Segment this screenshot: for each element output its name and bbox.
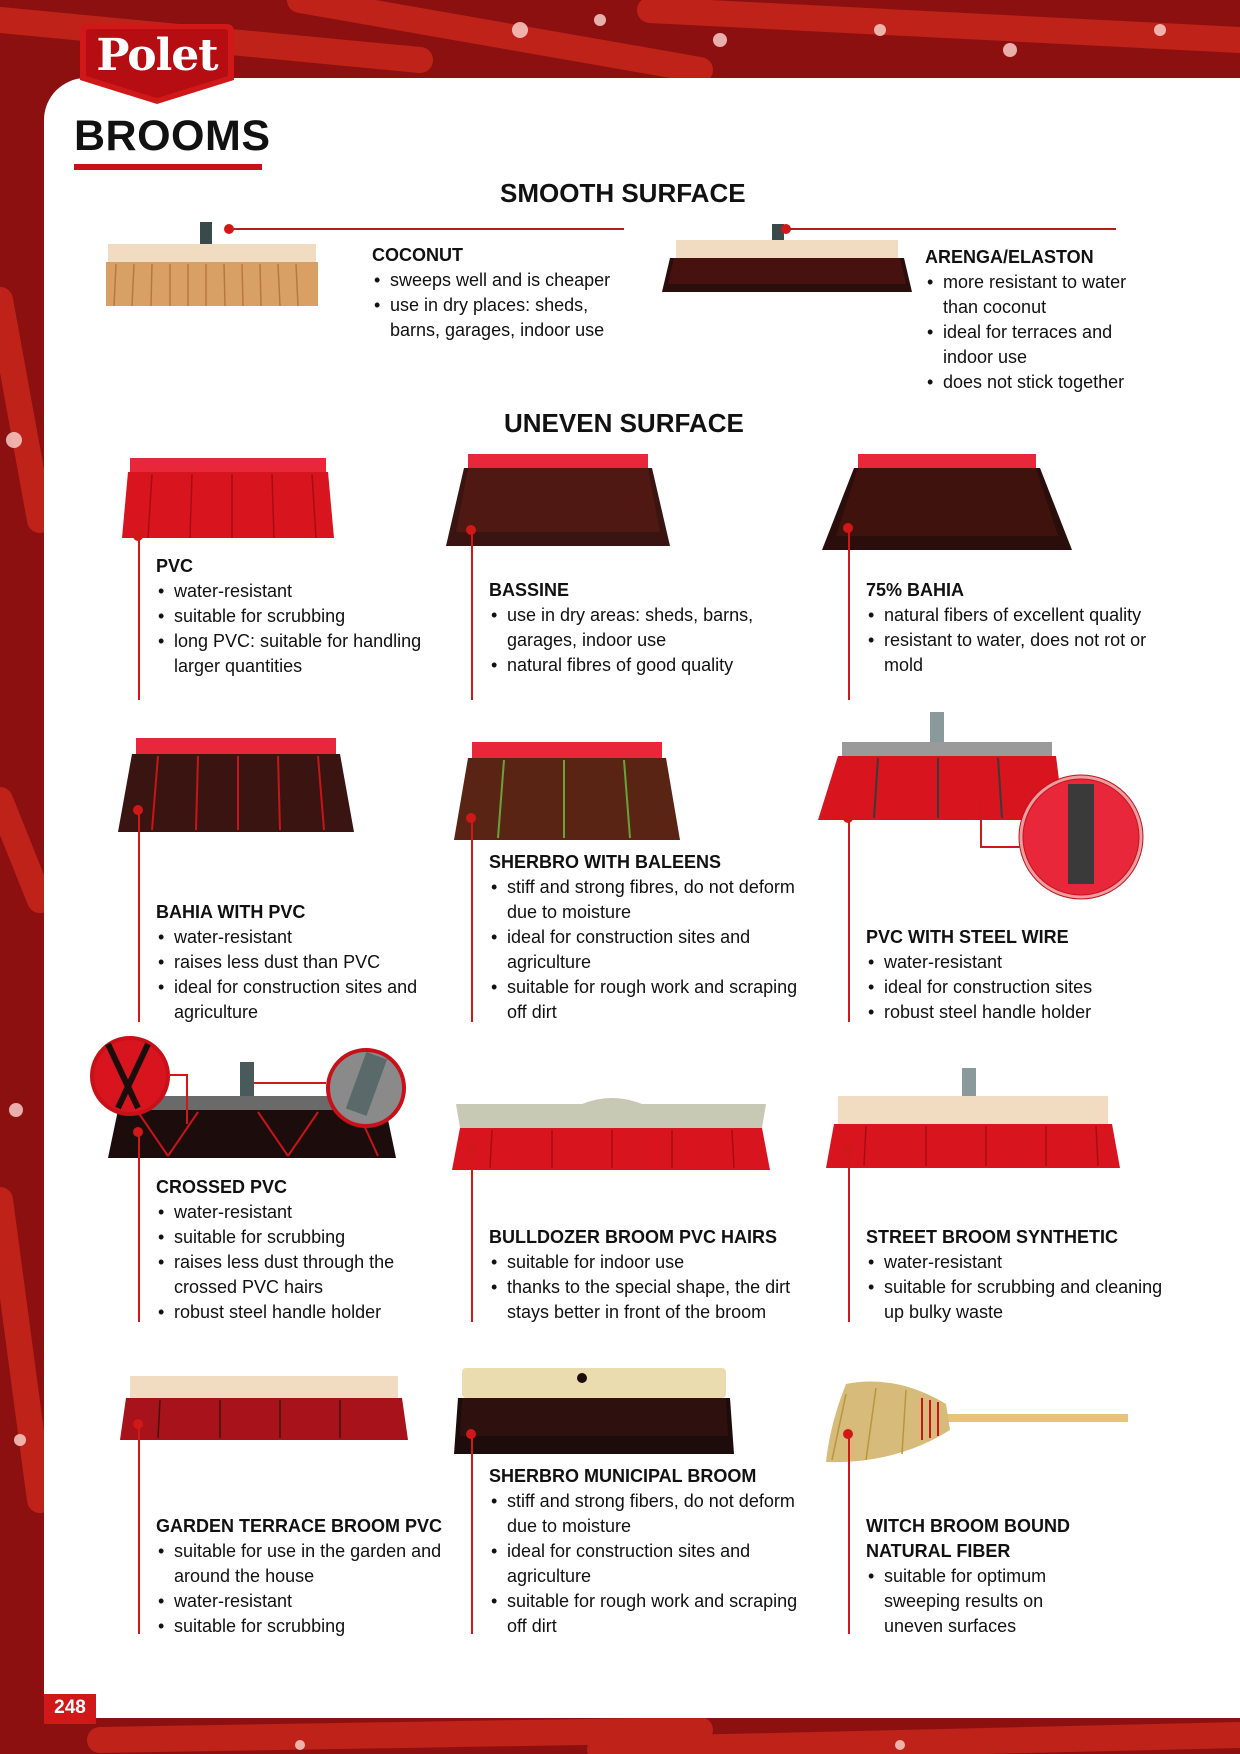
connector-dot: [466, 1143, 476, 1153]
bullet: • resistant to water, does not rot or mold: [866, 628, 1166, 678]
product-arenga-elaston: [925, 245, 1165, 395]
bullet: • long PVC: suitable for handling larger quantities: [156, 629, 446, 679]
product-bassine: [489, 578, 809, 678]
connector-line: [471, 1148, 473, 1322]
bullet: • sweeps well and is cheaper: [372, 268, 632, 293]
connector-dot: [466, 1429, 476, 1439]
bullet: • suitable for rough work and scraping off dirt: [489, 975, 809, 1025]
bullet: • natural fibres of good quality: [489, 653, 809, 678]
bullet: • robust steel handle holder: [156, 1300, 446, 1325]
connector-line: [848, 1150, 850, 1322]
pvc-broom-image: [122, 456, 334, 540]
product-pvc-with-steel-wire: [866, 925, 1166, 1025]
connector-line: [471, 530, 473, 700]
bullet: • stiff and strong fibers, do not deform due to moisture: [489, 1489, 809, 1539]
crossed-hairs-detail-image: [88, 1034, 172, 1118]
coconut-broom-image: [104, 222, 320, 308]
product-coconut: [372, 243, 632, 343]
bullet: • stiff and strong fibres, do not deform due to moisture: [489, 875, 809, 925]
product-witch-broom: [866, 1514, 1166, 1639]
bullet: • water-resistant: [156, 579, 446, 604]
bullet: • use in dry places: sheds, barns, garages, indoor use: [372, 293, 632, 343]
bullet: • ideal for construction sites: [866, 975, 1166, 1000]
bullet: • water-resistant: [866, 950, 1166, 975]
bullet: • ideal for terraces and indoor use: [925, 320, 1165, 370]
brand-name: Polet: [96, 30, 218, 81]
product-name: COCONUT: [372, 245, 463, 265]
product-sherbro-municipal-broom: [489, 1464, 809, 1639]
product-name: BULLDOZER BROOM PVC HAIRS: [489, 1227, 777, 1247]
connector-line: [471, 818, 473, 1022]
bullet: • water-resistant: [866, 1250, 1166, 1275]
product-crossed-pvc: [156, 1175, 446, 1325]
connector-dot: [781, 224, 791, 234]
bullet: • robust steel handle holder: [866, 1000, 1166, 1025]
bullet: • suitable for indoor use: [489, 1250, 809, 1275]
connector-dot: [843, 523, 853, 533]
bullet: • water-resistant: [156, 1200, 446, 1225]
bahia-broom-image: [822, 452, 1072, 552]
connector-dot: [133, 1127, 143, 1137]
bullet: • suitable for scrubbing: [156, 604, 446, 629]
connector-dot: [843, 813, 853, 823]
product-name: BASSINE: [489, 580, 570, 600]
page-title: BROOMS: [74, 112, 271, 160]
bullet: • water-resistant: [156, 1589, 466, 1614]
product-name: PVC: [156, 556, 194, 576]
product-sherbro-with-baleens: [489, 850, 809, 1025]
bullet: • suitable for scrubbing: [156, 1614, 466, 1639]
connector-dot: [843, 1429, 853, 1439]
sherbro-baleens-broom-image: [454, 740, 680, 842]
bullet: • suitable for scrubbing: [156, 1225, 446, 1250]
product-name: ARENGA/ELASTON: [925, 247, 1094, 267]
product-name: CROSSED PVC: [156, 1177, 288, 1197]
title-underline: [74, 164, 262, 170]
connector-line: [138, 536, 140, 700]
connector-dot: [133, 805, 143, 815]
connector-line: [848, 528, 850, 700]
page-number: 248: [54, 1697, 86, 1718]
connector-dot: [843, 1145, 853, 1155]
connector-line: [471, 1434, 473, 1634]
bullet: • suitable for rough work and scraping off dirt: [489, 1589, 809, 1639]
bullet: • ideal for construction sites and agriculture: [489, 1539, 809, 1589]
connector-dot: [224, 224, 234, 234]
connector-line: [138, 1424, 140, 1634]
witch-broom-image: [826, 1374, 1128, 1464]
connector-line: [980, 846, 1020, 848]
connector-line: [848, 1434, 850, 1634]
arenga-broom-image: [660, 224, 914, 294]
bullet: • water-resistant: [156, 925, 446, 950]
product-name: STREET BROOM SYNTHETIC: [866, 1227, 1119, 1247]
bahia-pvc-broom-image: [118, 736, 354, 834]
bullet: • suitable for scrubbing and cleaning up bulky waste: [866, 1275, 1166, 1325]
section-title-smooth: SMOOTH SURFACE: [500, 178, 746, 208]
bulldozer-broom-image: [452, 1092, 770, 1172]
bullet: • suitable for optimum sweeping results on uneven surfaces: [866, 1564, 1066, 1639]
connector-dot: [466, 813, 476, 823]
connector-line: [168, 1074, 188, 1076]
product-bulldozer-broom: [489, 1225, 809, 1325]
bullet: • raises less dust through the crossed PVC hairs: [156, 1250, 446, 1300]
garden-terrace-broom-image: [120, 1374, 408, 1442]
product-name: PVC WITH STEEL WIRE: [866, 927, 1069, 947]
product-garden-terrace-broom: [156, 1514, 466, 1639]
bullet: • raises less dust than PVC: [156, 950, 446, 975]
product-pvc: [156, 554, 446, 679]
bullet: • use in dry areas: sheds, barns, garages, indoor use: [489, 603, 809, 653]
bullet: • ideal for construction sites and agriculture: [156, 975, 446, 1025]
connector-line: [786, 228, 1116, 230]
connector-line: [254, 1082, 326, 1084]
product-name: WITCH BROOM BOUND NATURAL FIBER: [866, 1516, 1070, 1561]
product-75-bahia: [866, 578, 1166, 678]
bullet: • ideal for construction sites and agriculture: [489, 925, 809, 975]
connector-line: [138, 1132, 140, 1322]
sherbro-municipal-broom-image: [454, 1366, 734, 1456]
product-name: GARDEN TERRACE BROOM PVC: [156, 1516, 443, 1536]
section-title-uneven: UNEVEN SURFACE: [504, 408, 744, 438]
bullet: • does not stick together: [925, 370, 1165, 395]
product-bahia-with-pvc: [156, 900, 446, 1025]
connector-dot: [133, 531, 143, 541]
connector-dot: [466, 525, 476, 535]
product-name: BAHIA WITH PVC: [156, 902, 306, 922]
product-name: 75% BAHIA: [866, 580, 965, 600]
bullet: • suitable for use in the garden and around the house: [156, 1539, 466, 1589]
product-street-broom-synthetic: [866, 1225, 1166, 1325]
street-broom-image: [826, 1068, 1120, 1170]
connector-line: [186, 1074, 188, 1124]
bullet: • natural fibers of excellent quality: [866, 603, 1166, 628]
connector-line: [980, 800, 982, 848]
product-name: SHERBRO WITH BALEENS: [489, 852, 722, 872]
handle-holder-detail-image: [324, 1046, 408, 1130]
connector-dot: [133, 1419, 143, 1429]
steel-wire-detail-image: [1016, 772, 1146, 902]
bullet: • more resistant to water than coconut: [925, 270, 1165, 320]
product-name: SHERBRO MUNICIPAL BROOM: [489, 1466, 757, 1486]
connector-line: [848, 818, 850, 1022]
bullet: • thanks to the special shape, the dirt stays better in front of the broom: [489, 1275, 809, 1325]
connector-line: [228, 228, 624, 230]
bassine-broom-image: [446, 452, 670, 548]
connector-line: [138, 810, 140, 1022]
